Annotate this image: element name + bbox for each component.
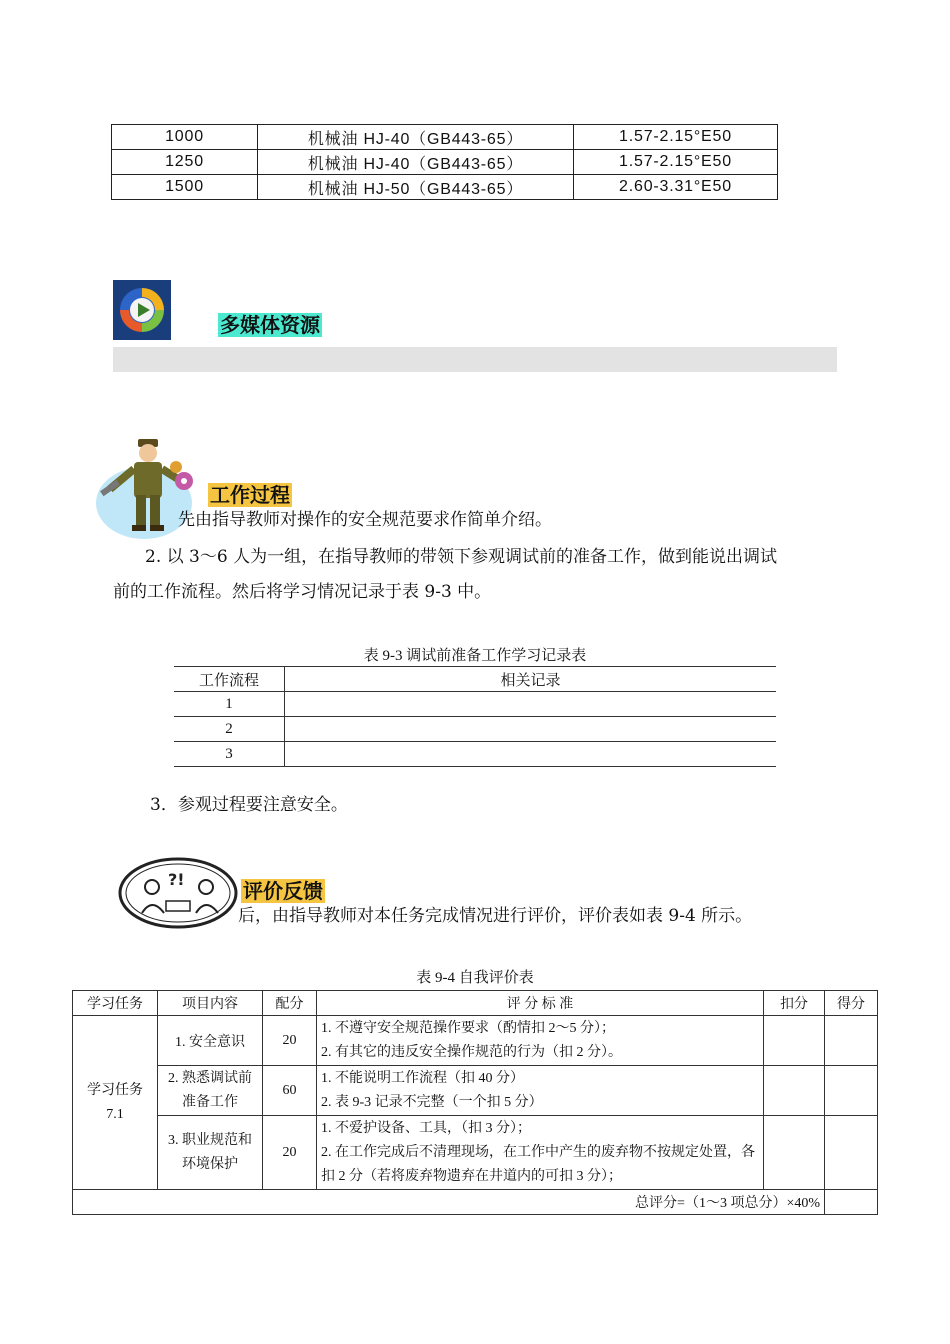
cell [764, 1016, 825, 1066]
cell: 机械油 HJ-40（GB443-65） [258, 150, 574, 175]
table-row [73, 1016, 878, 1066]
cell: 1.57-2.15°E50 [574, 125, 778, 150]
cell: 3. 职业规范和环境保护 [158, 1116, 263, 1190]
step-3-text: 3．参观过程要注意安全。 [150, 795, 348, 815]
cell: 20 [263, 1116, 317, 1190]
header-cell: 扣分 [764, 991, 825, 1016]
criterion: 2. 有其它的违反安全操作规范的行为（扣 2 分）。 [321, 1044, 622, 1060]
header-cell: 项目内容 [158, 991, 263, 1016]
media-player-icon [113, 280, 171, 340]
task-cell: 学习任务 7.1 [73, 1016, 158, 1190]
cell: 20 [263, 1016, 317, 1066]
table-9-3 [174, 666, 776, 767]
criteria-cell [317, 1016, 764, 1066]
section-title-feedback: 评价反馈 [243, 879, 323, 903]
cell: 2 [174, 717, 285, 742]
cell [825, 1190, 878, 1215]
discussion-icon [118, 857, 238, 929]
step-2-line-1: 2. 以 3～6 人为一组，在指导教师的带领下参观调试前的准备工作，做到能说出调试 [145, 547, 778, 567]
cell [825, 1116, 878, 1190]
cell: 2.60-3.31°E50 [574, 175, 778, 200]
header-cell: 相关记录 [285, 667, 777, 692]
header-cell: 配分 [263, 991, 317, 1016]
cell: 1000 [112, 125, 258, 150]
cell: 3 [174, 742, 285, 767]
section-title-multimedia: 多媒体资源 [220, 313, 320, 337]
cell [764, 1116, 825, 1190]
criterion: 1. 不能说明工作流程（扣 40 分） [321, 1070, 524, 1086]
header-cell: 评 分 标 准 [317, 991, 764, 1016]
oil-table [111, 124, 778, 200]
cell [764, 1066, 825, 1116]
cell: 机械油 HJ-50（GB443-65） [258, 175, 574, 200]
cell: 1250 [112, 150, 258, 175]
table-header-row [73, 991, 878, 1016]
table-row [174, 717, 776, 742]
table-row [112, 150, 778, 175]
cell: 1. 安全意识 [158, 1016, 263, 1066]
cell: 机械油 HJ-40（GB443-65） [258, 125, 574, 150]
criteria-cell [317, 1066, 764, 1116]
table-9-4-caption: 表 9-4 自我评价表 [416, 970, 534, 986]
cell: 1.57-2.15°E50 [574, 150, 778, 175]
section-title-work-process: 工作过程 [210, 483, 290, 507]
criterion: 2. 在工作完成后不清理现场，在工作中产生的废弃物不按规定处置，各扣 2 分（若将废弃物遗弃在井道内的可扣 3 分）； [321, 1144, 755, 1184]
table-9-4 [72, 990, 878, 1215]
table-header-row [174, 667, 776, 692]
cell: 1500 [112, 175, 258, 200]
feedback-text: 后，由指导教师对本任务完成情况进行评价，评价表如表 9-4 所示。 [238, 906, 753, 926]
table-row [73, 1066, 878, 1116]
cell [825, 1016, 878, 1066]
table-row [174, 742, 776, 767]
criterion: 2. 表 9-3 记录不完整（一个扣 5 分） [321, 1094, 543, 1110]
criterion: 1. 不爱护设备、工具，（扣 3 分）； [321, 1120, 531, 1136]
svg-text:?!: ?! [168, 870, 185, 889]
table-row [112, 125, 778, 150]
criterion: 1. 不遵守安全规范操作要求（酌情扣 2～5 分）； [321, 1020, 615, 1036]
table-total-row [73, 1190, 878, 1215]
header-cell: 得分 [825, 991, 878, 1016]
cell [285, 742, 777, 767]
step-2-line-2: 前的工作流程。然后将学习情况记录于表 9-3 中。 [113, 582, 492, 602]
header-cell: 工作流程 [174, 667, 285, 692]
table-9-3-caption: 表 9-3 调试前准备工作学习记录表 [363, 648, 587, 664]
cell: 2. 熟悉调试前准备工作 [158, 1066, 263, 1116]
cell [285, 692, 777, 717]
cell [285, 717, 777, 742]
table-row [112, 175, 778, 200]
table-row [73, 1116, 878, 1190]
cell: 1 [174, 692, 285, 717]
cell: 60 [263, 1066, 317, 1116]
multimedia-bar [113, 347, 837, 372]
table-row [174, 692, 776, 717]
criteria-cell [317, 1116, 764, 1190]
cell [825, 1066, 878, 1116]
step-1-text: 先由指导教师对操作的安全规范要求作简单介绍。 [178, 510, 552, 530]
total-label: 总评分=（1～3 项总分）×40% [73, 1190, 825, 1215]
header-cell: 学习任务 [73, 991, 158, 1016]
